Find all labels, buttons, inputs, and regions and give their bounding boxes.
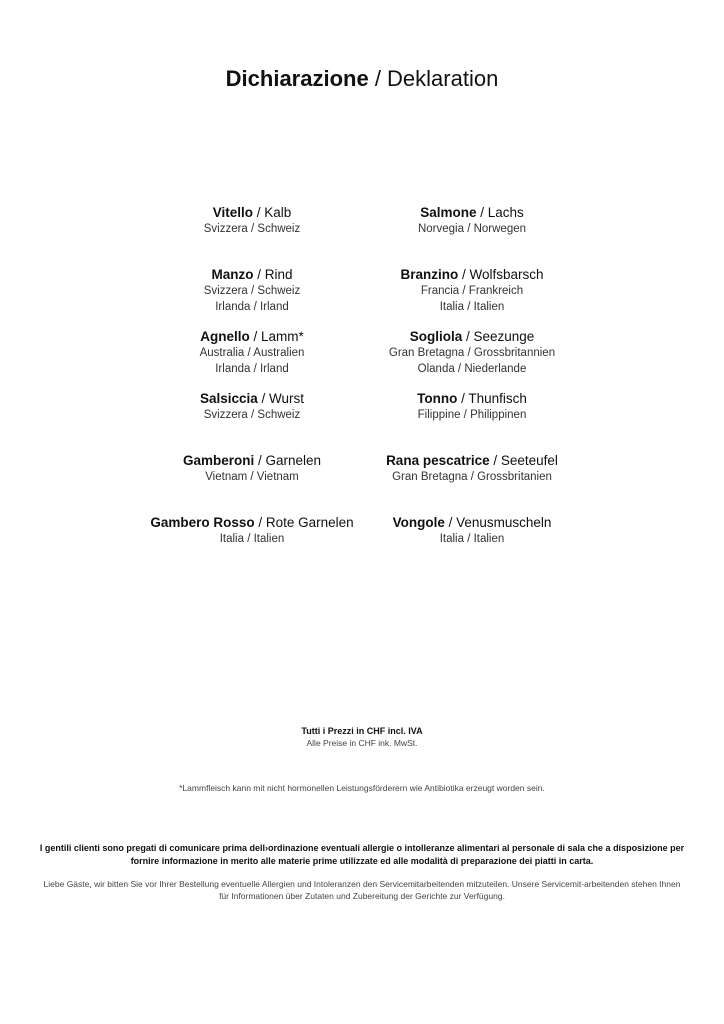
item-name-italian: Branzino — [400, 267, 459, 282]
item-origin: Australia / Australien — [199, 347, 305, 359]
right-column — [342, 204, 602, 576]
item-origin: Italia / Italien — [439, 533, 505, 545]
item-name-german: / Lachs — [476, 205, 524, 220]
list-item — [342, 514, 602, 561]
item-name-german: / Lamm* — [249, 329, 304, 344]
page-title — [0, 66, 724, 92]
list-item — [342, 452, 602, 499]
item-name-german: / Garnelen — [254, 453, 322, 468]
lamb-footnote: *Lammfleisch kann mit nicht hormonellen Leistungsförderern wie Antibiotika erzeugt worden sein. — [179, 783, 545, 793]
list-item — [342, 328, 602, 375]
item-name-italian: Rana pescatrice — [386, 453, 490, 468]
item-name-german: / Seeteufel — [489, 453, 558, 468]
item-name-italian: Salsiccia — [199, 391, 258, 406]
item-origin: Italia / Italien — [439, 301, 505, 313]
item-name-italian: Gamberoni — [182, 453, 255, 468]
item-name-italian: Gambero Rosso — [150, 515, 255, 530]
item-name-italian: Agnello — [200, 329, 250, 344]
item-origin: Irlanda / Irland — [215, 301, 289, 313]
item-name-italian: Vitello — [212, 205, 253, 220]
item-name — [342, 204, 602, 221]
item-name — [342, 452, 602, 469]
item-name-italian: Salmone — [420, 205, 477, 220]
list-item — [342, 390, 602, 437]
item-name-italian: Manzo — [211, 267, 254, 282]
item-name-german: / Rote Garnelen — [254, 515, 354, 530]
item-origin: Irlanda / Irland — [215, 363, 289, 375]
item-name-german: / Kalb — [252, 205, 292, 220]
item-name — [342, 390, 602, 407]
title-italian: Dichiarazione — [225, 66, 369, 91]
allergy-notice-german: Liebe Gäste, wir bitten Sie vor Ihrer Bestellung eventuelle Allergien und Intoleranzen den Servicemitarbeitenden mitzuteilen. Unsere Servicemit-arbeitenden stehen Ihnen für Informationen über Zutaten und Zubereitung der Gerichte zur Verfügung. — [43, 879, 681, 901]
item-name-german: / Venusmuscheln — [444, 515, 552, 530]
item-origin: Olanda / Niederlande — [417, 363, 527, 375]
item-name-italian: Sogliola — [409, 329, 463, 344]
item-name-italian: Tonno — [417, 391, 458, 406]
item-origin: Francia / Frankreich — [420, 285, 524, 297]
item-name — [342, 328, 602, 345]
item-name-italian: Vongole — [392, 515, 445, 530]
prices-note-german: Alle Preise in CHF ink. MwSt. — [306, 738, 418, 748]
item-name — [342, 514, 602, 531]
item-name-german: / Wolfsbarsch — [458, 267, 544, 282]
allergy-notice-italian: I gentili clienti sono pregati di comunicare prima dell›ordinazione eventuali allergie o intolleranze alimentari al personale di sala che a disposizione per fornire informazione in merito alle materie prime utilizzate ed alle modalità di preparazione dei piatti in carta. — [39, 843, 685, 866]
prices-note — [0, 725, 724, 749]
item-origin: Svizzera / Schweiz — [203, 409, 301, 421]
item-name-german: / Wurst — [257, 391, 305, 406]
title-german: / Deklaration — [368, 66, 499, 91]
item-origin: Svizzera / Schweiz — [203, 223, 301, 235]
item-origin: Vietnam / Vietnam — [205, 471, 299, 483]
item-name-german: / Seezunge — [462, 329, 535, 344]
item-origin: Svizzera / Schweiz — [203, 285, 301, 297]
item-origin: Norvegia / Norwegen — [417, 223, 527, 235]
prices-note-italian: Tutti i Prezzi in CHF incl. IVA — [301, 726, 423, 736]
item-origin: Gran Bretagna / Grossbritannien — [388, 347, 556, 359]
item-origin: Italia / Italien — [219, 533, 285, 545]
list-item — [342, 266, 602, 313]
item-name-german: / Thunfisch — [457, 391, 527, 406]
item-origin: Gran Bretagna / Grossbritanien — [392, 471, 552, 483]
item-name — [342, 266, 602, 283]
item-name-german: / Rind — [253, 267, 293, 282]
item-origin: Filippine / Philippinen — [417, 409, 527, 421]
list-item — [342, 204, 602, 251]
